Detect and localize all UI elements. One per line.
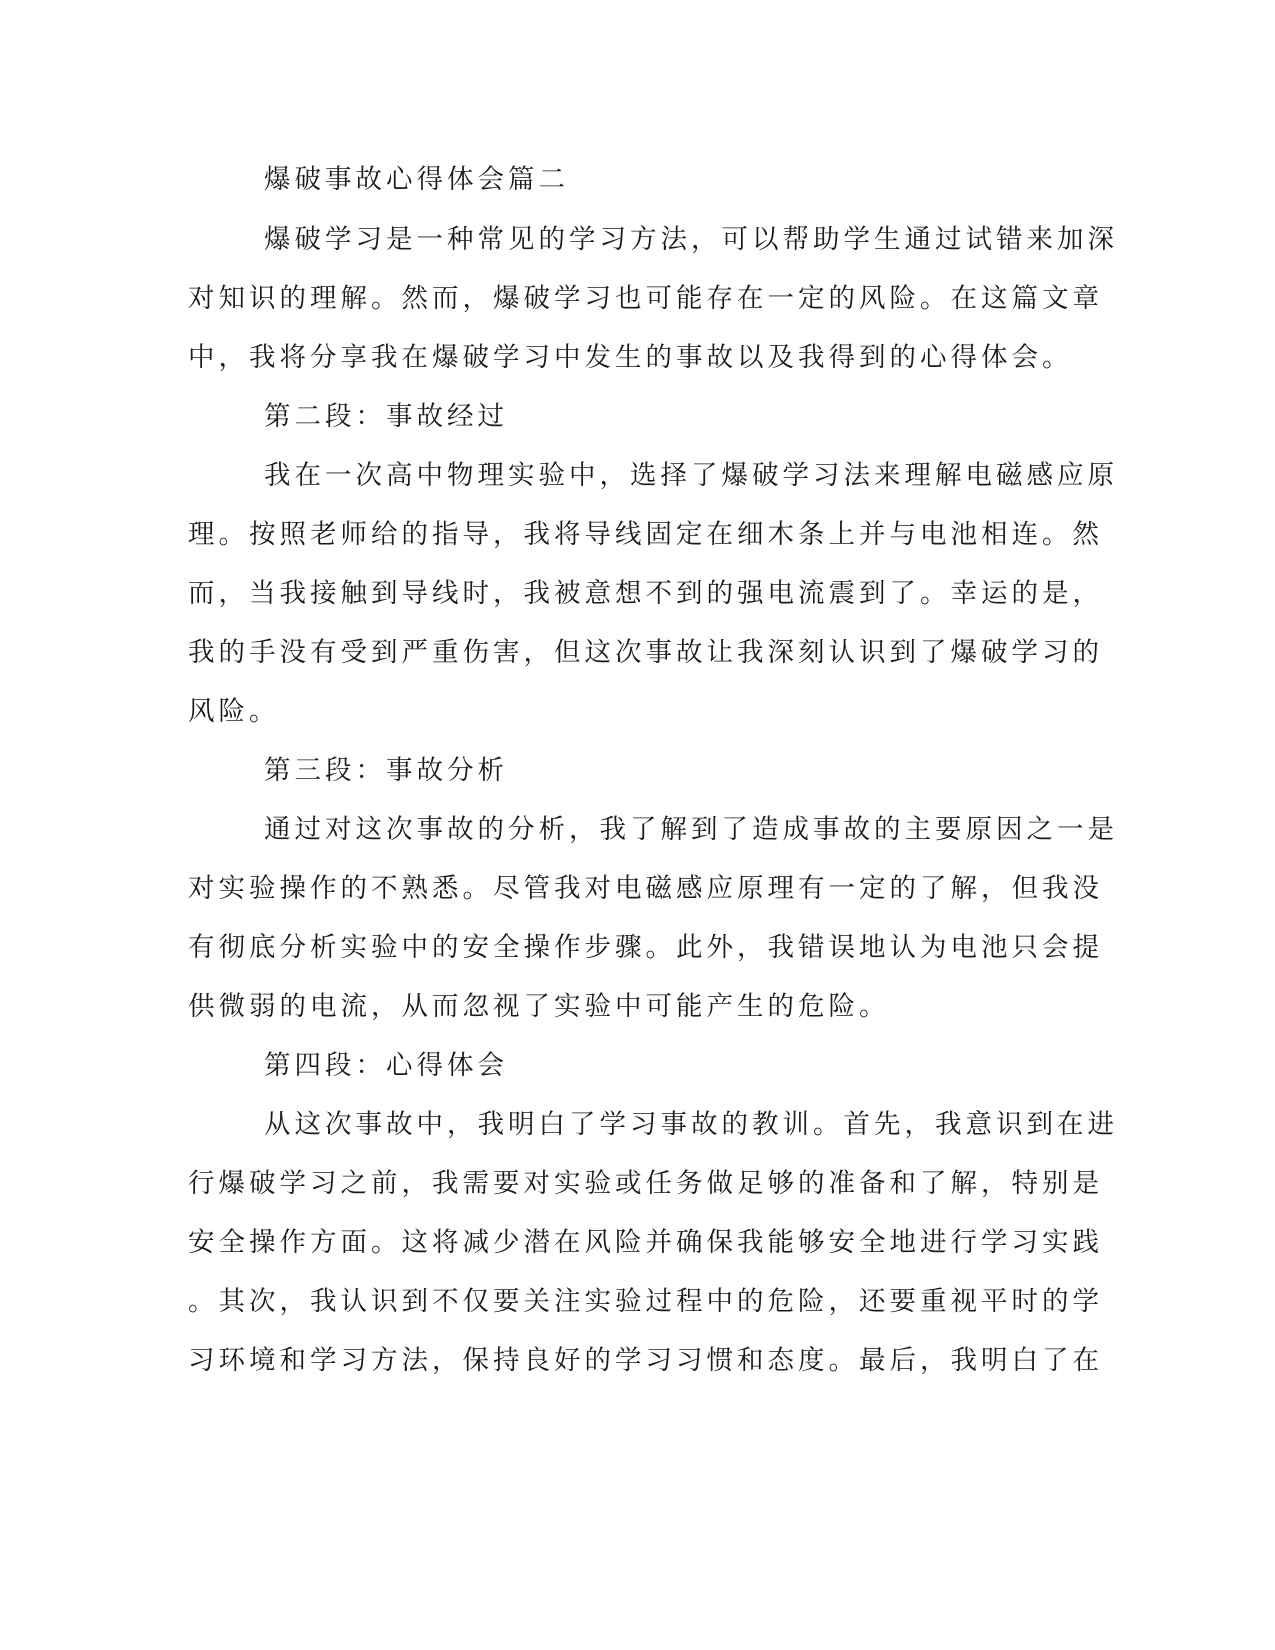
paragraph-line: 供微弱的电流，从而忽视了实验中可能产生的危险。	[188, 991, 890, 1022]
paragraph-line: 对知识的理解。然而，爆破学习也可能存在一定的风险。在这篇文章	[188, 283, 1103, 314]
paragraph-line: 爆破学习是一种常见的学习方法，可以帮助学生通过试错来加深	[264, 224, 1118, 255]
paragraph-line: 而，当我接触到导线时，我被意想不到的强电流震到了。幸运的是，	[188, 578, 1103, 609]
paragraph-line: 我在一次高中物理实验中，选择了爆破学习法来理解电磁感应原	[264, 460, 1118, 491]
section-heading: 第四段：心得体会	[264, 1050, 508, 1081]
paragraph-line: 风险。	[188, 696, 280, 727]
paragraph-line: 有彻底分析实验中的安全操作步骤。此外，我错误地认为电池只会提	[188, 932, 1103, 963]
paragraph-line: 。其次，我认识到不仅要关注实验过程中的危险，还要重视平时的学	[188, 1286, 1103, 1317]
paragraph-line: 习环境和学习方法，保持良好的学习习惯和态度。最后，我明白了在	[188, 1345, 1103, 1376]
paragraph-line: 行爆破学习之前，我需要对实验或任务做足够的准备和了解，特别是	[188, 1168, 1103, 1199]
section-heading: 第三段：事故分析	[264, 755, 508, 786]
paragraph-line: 安全操作方面。这将减少潜在风险并确保我能够安全地进行学习实践	[188, 1227, 1103, 1258]
document-title: 爆破事故心得体会篇二	[264, 164, 569, 195]
paragraph-line: 通过对这次事故的分析，我了解到了造成事故的主要原因之一是	[264, 814, 1118, 845]
paragraph-line: 对实验操作的不熟悉。尽管我对电磁感应原理有一定的了解，但我没	[188, 873, 1103, 904]
paragraph-line: 中，我将分享我在爆破学习中发生的事故以及我得到的心得体会。	[188, 342, 1073, 373]
paragraph-line: 理。按照老师给的指导，我将导线固定在细木条上并与电池相连。然	[188, 519, 1103, 550]
paragraph-line: 我的手没有受到严重伤害，但这次事故让我深刻认识到了爆破学习的	[188, 637, 1103, 668]
paragraph-line: 从这次事故中，我明白了学习事故的教训。首先，我意识到在进	[264, 1109, 1118, 1140]
section-heading: 第二段：事故经过	[264, 401, 508, 432]
